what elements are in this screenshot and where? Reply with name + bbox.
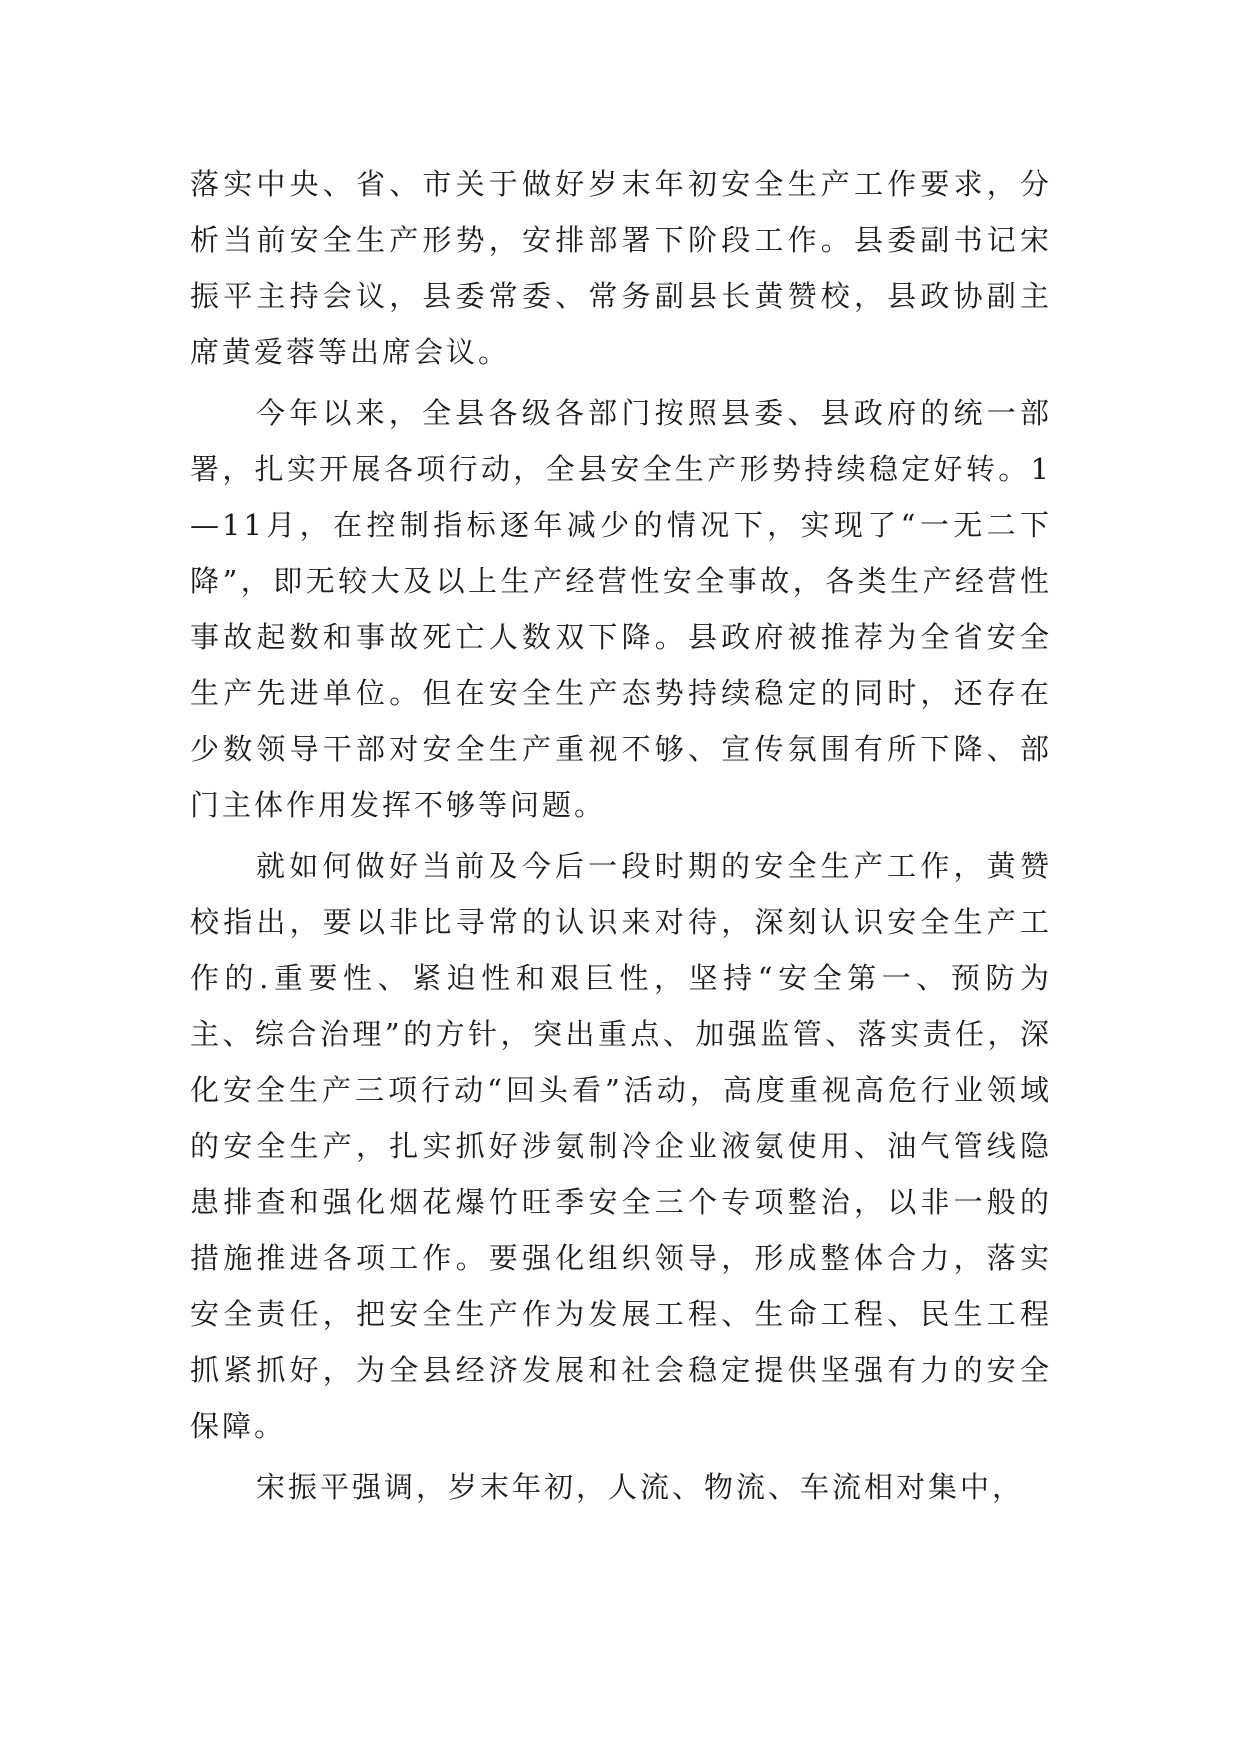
paragraph-4: 宋振平强调，岁末年初，人流、物流、车流相对集中， [256,1470,1025,1504]
paragraph-2: 今年以来，全县各级各部门按照县委、县政府的统一部署，扎实开展各项行动，全县安全生产形势持续稳定好转。1—11月，在控制指标逐年减少的情况下，实现了“一无二下降”，即无较大及以上生产经营性安全事故，各类生产经营性事故起数和事故死亡人数双下降。县政府被推荐为全省安全生产先进单位。但在安全生产态势持续稳定的同时，还存在少数领导干部对安全生产重视不够、宣传氛围有所下降、部门主体作用发挥不够等问题。 [190,396,1052,822]
paragraph-3: 就如何做好当前及今后一段时期的安全生产工作，黄赞校指出，要以非比寻常的认识来对待，深刻认识安全生产工作的.重要性、紧迫性和艰巨性，坚持“安全第一、预防为主、综合治理”的方针，突出重点、加强监管、落实责任，深化安全生产三项行动“回头看”活动，高度重视高危行业领域的安全生产，扎实抓好涉氨制冷企业液氨使用、油气管线隐患排查和强化烟花爆竹旺季安全三个专项整治，以非一般的措施推进各项工作。要强化组织领导，形成整体合力，落实安全责任，把安全生产作为发展工程、生命工程、民生工程抓紧抓好，为全县经济发展和社会稳定提供坚强有力的安全保障。 [190,849,1052,1443]
paragraph-1: 落实中央、省、市关于做好岁末年初安全生产工作要求，分析当前安全生产形势，安排部署下阶段工作。县委副书记宋振平主持会议，县委常委、常务副县长黄赞校，县政协副主席黄爱蓉等出席会议。 [190,167,1052,369]
document-body [190,156,1052,1520]
